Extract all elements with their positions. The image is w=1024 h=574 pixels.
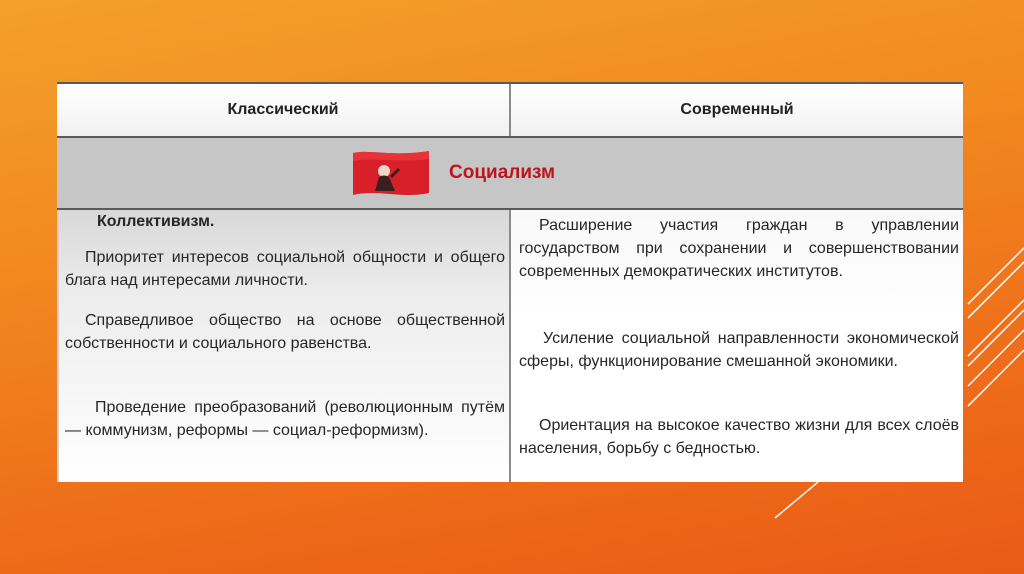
right-column xyxy=(511,210,963,482)
left-paragraph-3: Проведение преобразований (революционным путём — коммунизм, реформы — социал-реформизм). xyxy=(65,399,505,439)
left-paragraph-2: Справедливое общество на основе общественной собственности и социального равенства. xyxy=(65,312,505,352)
right-paragraph-1: Расширение участия граждан в управлении государством при сохранении и совершенствовании современных демократических институтов. xyxy=(519,217,959,280)
socialism-band xyxy=(57,138,963,210)
comparison-table xyxy=(57,82,963,482)
right-paragraph-3: Ориентация на высокое качество жизни для всех слоёв населения, борьбу с бедностью. xyxy=(519,417,959,457)
header-modern: Современный xyxy=(680,101,794,118)
right-paragraph-2: Усиление социальной направленности экономической сферы, функционирование смешанной экономики. xyxy=(519,330,959,370)
red-flag-lenin-icon xyxy=(351,147,431,199)
band-title: Социализм xyxy=(449,162,556,183)
table-header xyxy=(57,82,963,138)
left-column xyxy=(57,210,509,482)
left-heading: Коллективизм. xyxy=(97,213,215,230)
header-classic: Классический xyxy=(227,101,339,118)
left-paragraph-1: Приоритет интересов социальной общности и общего блага над интересами личности. xyxy=(65,249,505,289)
